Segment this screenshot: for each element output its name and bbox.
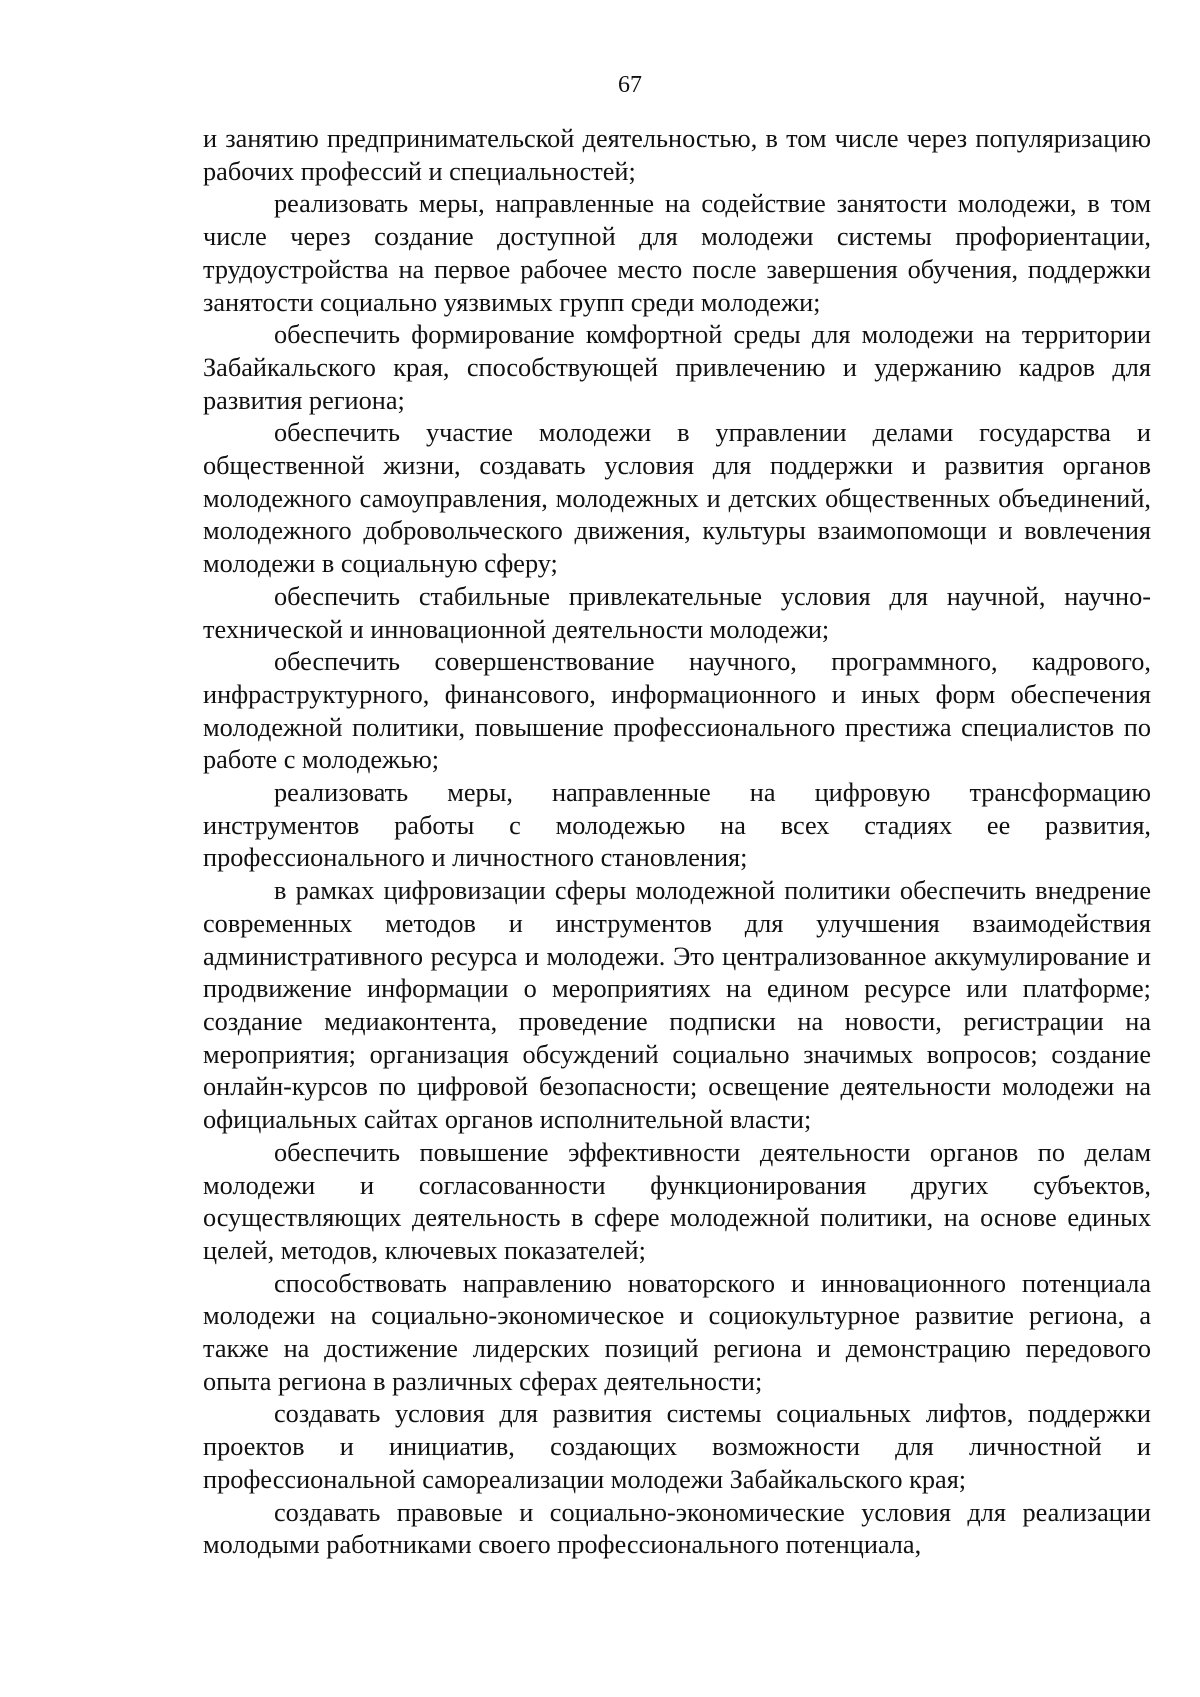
paragraph: способствовать направлению новаторского и инновационного потенциала молодежи на социально-экономическое и социокультурное развитие региона, а также на достижение лидерских позиций региона и демонстрацию передового опыта региона в различных сферах деятельности; bbox=[203, 1268, 1151, 1396]
paragraph: реализовать меры, направленные на содействие занятости молодежи, в том числе через создание доступной для молодежи системы профориентации, трудоустройства на первое рабочее место после завершения обучения, поддержки занятости социально уязвимых групп среди молодежи; bbox=[203, 189, 1151, 317]
paragraph: создавать условия для развития системы социальных лифтов, поддержки проектов и инициатив, создающих возможности для личностной и профессиональной самореализации молодежи Забайкальского края; bbox=[203, 1399, 1151, 1494]
paragraph: обеспечить участие молодежи в управлении делами государства и общественной жизни, создавать условия для поддержки и развития органов молодежного самоуправления, молодежных и детских общественных объединений, молодежного добровольческого движения, культуры взаимопомощи и вовлечения молодежи в социальную сферу; bbox=[203, 418, 1151, 579]
page-number: 67 bbox=[618, 72, 642, 98]
paragraph: обеспечить стабильные привлекательные условия для научной, научно-технической и инновационной деятельности молодежи; bbox=[203, 581, 1151, 644]
paragraph: реализовать меры, направленные на цифровую трансформацию инструментов работы с молодежью на всех стадиях ее развития, профессионального и личностного становления; bbox=[203, 778, 1151, 873]
paragraph-continuation: и занятию предпринимательской деятельностью, в том числе через популяризацию рабочих профессий и специальностей; bbox=[203, 124, 1151, 186]
paragraph-continued: создавать правовые и социально-экономические условия для реализации молодыми работниками своего профессионального потенциала, bbox=[203, 1497, 1151, 1560]
paragraph: обеспечить повышение эффективности деятельности органов по делам молодежи и согласованности функционирования других субъектов, осуществляющих деятельность в сфере молодежной политики, на основе единых целей, методов, ключевых показателей; bbox=[203, 1137, 1151, 1265]
paragraph: в рамках цифровизации сферы молодежной политики обеспечить внедрение современных методов и инструментов для улучшения взаимодействия административного ресурса и молодежи. Это централизованное аккумулирование и продвижение информации о мероприятиях на едином ресурсе или платформе; создание медиаконтента, проведение подписки на новости, регистрации на мероприятия; организация обсуждений социально значимых вопросов; создание онлайн-курсов по цифровой безопасности; освещение деятельности молодежи на официальных сайтах органов исполнительной власти; bbox=[203, 876, 1151, 1135]
body-text bbox=[203, 123, 1151, 1562]
paragraph: обеспечить совершенствование научного, программного, кадрового, инфраструктурного, финансового, информационного и иных форм обеспечения молодежной политики, повышение профессионального престижа специалистов по работе с молодежью; bbox=[203, 647, 1151, 775]
paragraph: обеспечить формирование комфортной среды для молодежи на территории Забайкальского края, способствующей привлечению и удержанию кадров для развития региона; bbox=[203, 320, 1151, 415]
